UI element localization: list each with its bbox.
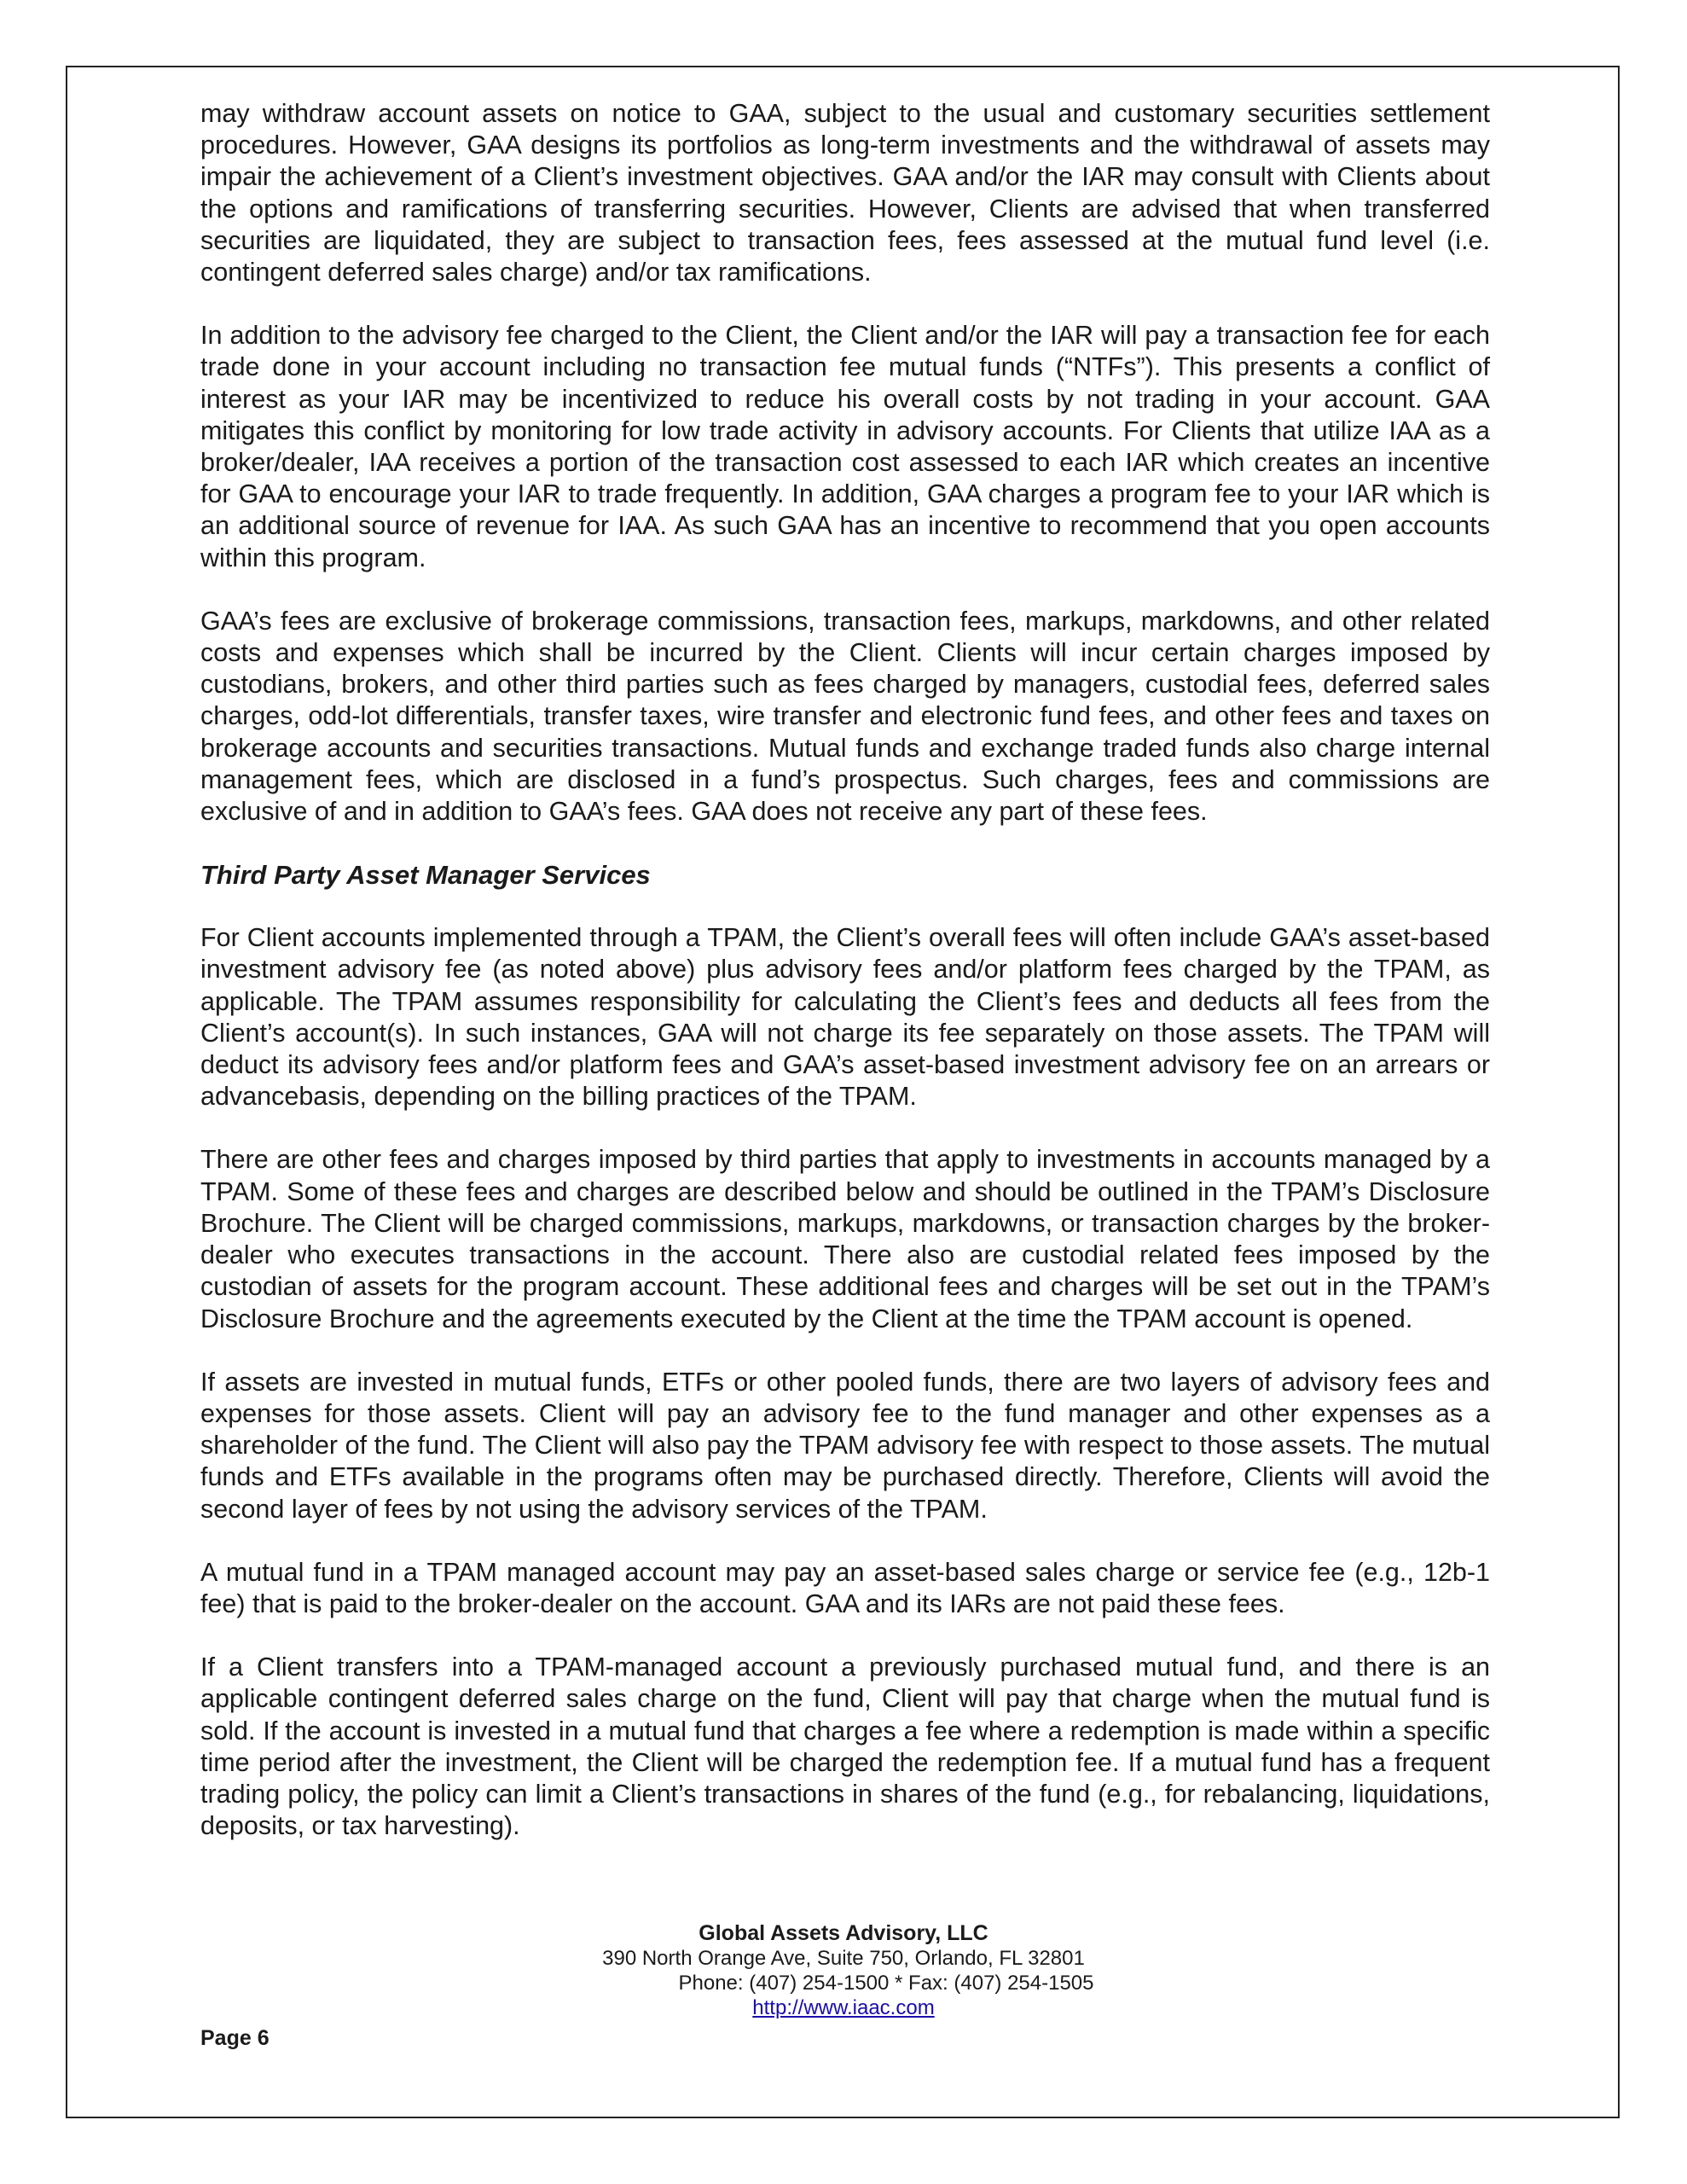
page-footer bbox=[0, 1921, 1687, 2020]
footer-address: 390 North Orange Ave, Suite 750, Orlando, FL 32801 bbox=[602, 1947, 1085, 1970]
paragraph-transaction-fee: In addition to the advisory fee charged to the Client, the Client and/or the IAR will pay a transaction fee for each trade done in your account including no transaction fee mutual funds (“NTFs”). This presents a conflict of interest as your IAR may be incentivized to reduce his overall costs by not trading in your account. GAA mitigates this conflict by monitoring for low trade activity in advisory accounts. For Clients that utilize IAA as a broker/dealer, IAA receives a portion of the transaction cost assessed to each IAR which creates an incentive for GAA to encourage your IAR to trade frequently. In addition, GAA charges a program fee to your IAR which is an additional source of revenue for IAA. As such GAA has an incentive to recommend that you open accounts within this program. bbox=[200, 321, 1490, 572]
paragraph-two-layers: If assets are invested in mutual funds, ETFs or other pooled funds, there are two layers of advisory fees and expenses for those assets. Client will pay an advisory fee to the fund manager and other expenses as a shareholder of the fund. The Client will also pay the TPAM advisory fee with respect to those assets. The mutual funds and ETFs available in the programs often may be purchased directly. Therefore, Clients will avoid the second layer of fees by not using the advisory services of the TPAM. bbox=[200, 1367, 1490, 1524]
paragraph-12b1-fee: A mutual fund in a TPAM managed account may pay an asset-based sales charge or service fee (e.g., 12b-1 fee) that is paid to the broker-dealer on the account. GAA and its IARs are not paid these fees. bbox=[200, 1557, 1490, 1618]
footer-website-line bbox=[0, 1995, 1687, 2020]
paragraph-withdrawal: may withdraw account assets on notice to GAA, subject to the usual and customary securities settlement procedures. However, GAA designs its portfolios as long-term investments and the withdrawal of assets may impair the achievement of a Client’s investment objectives. GAA and/or the IAR may consult with Clients about the options and ramifications of transferring securities. However, Clients are advised that when transferred securities are liquidated, they are subject to transaction fees, fees assessed at the mutual fund level (i.e. contingent deferred sales charge) and/or tax ramifications. bbox=[200, 99, 1490, 288]
paragraph-cdsc: If a Client transfers into a TPAM-managed account a previously purchased mutual fund, and there is an applicable contingent deferred sales charge on the fund, Client will pay that charge when the mutual fund is sold. If the account is invested in a mutual fund that charges a fee where a redemption is made within a specific time period after the investment, the Client will be charged the redemption fee. If a mutual fund has a frequent trading policy, the policy can limit a Client’s transactions in shares of the fund (e.g., for rebalancing, liquidations, deposits, or tax harvesting). bbox=[200, 1653, 1490, 1841]
page-number: Page 6 bbox=[200, 2026, 270, 2050]
document-body bbox=[200, 98, 1490, 1873]
section-heading: Third Party Asset Manager Services bbox=[200, 860, 651, 891]
paragraph-exclusive-fees: GAA’s fees are exclusive of brokerage commissions, transaction fees, markups, markdowns, and other related costs and expenses which shall be incurred by the Client. Clients will incur certain charges imposed by custodians, brokers, and other third parties such as fees charged by managers, custodial fees, deferred sales charges, odd-lot differentials, transfer taxes, wire transfer and electronic fund fees, and other fees and taxes on brokerage accounts and securities transactions. Mutual funds and exchange traded funds also charge internal management fees, which are disclosed in a fund’s prospectus. Such charges, fees and commissions are exclusive of and in addition to GAA’s fees. GAA does not receive any part of these fees. bbox=[200, 606, 1490, 827]
footer-phone: Phone: (407) 254-1500 * Fax: (407) 254-1505 bbox=[678, 1972, 1094, 1995]
footer-company: Global Assets Advisory, LLC bbox=[699, 1921, 988, 1945]
footer-website-link[interactable]: http://www.iaac.com bbox=[752, 1996, 935, 2019]
paragraph-tpam-overall-fees: For Client accounts implemented through a TPAM, the Client’s overall fees will often include GAA’s asset-based investment advisory fee (as noted above) plus advisory fees and/or platform fees charged by the TPAM, as applicable. The TPAM assumes responsibility for calculating the Client’s fees and deducts all fees from the Client’s account(s). In such instances, GAA will not charge its fee separately on those assets. The TPAM will deduct its advisory fees and/or platform fees and GAA’s asset-based investment advisory fee on an arrears or advancebasis, depending on the billing practices of the TPAM. bbox=[200, 923, 1490, 1112]
paragraph-third-party-charges: There are other fees and charges imposed by third parties that apply to investments in accounts managed by a TPAM. Some of these fees and charges are described below and should be outlined in the TPAM’s Disclosure Brochure. The Client will be charged commissions, markups, markdowns, or transaction charges by the broker-dealer who executes transactions in the account. There also are custodial related fees imposed by the custodian of assets for the program account. These additional fees and charges will be set out in the TPAM’s Disclosure Brochure and the agreements executed by the Client at the time the TPAM account is opened. bbox=[200, 1145, 1490, 1333]
